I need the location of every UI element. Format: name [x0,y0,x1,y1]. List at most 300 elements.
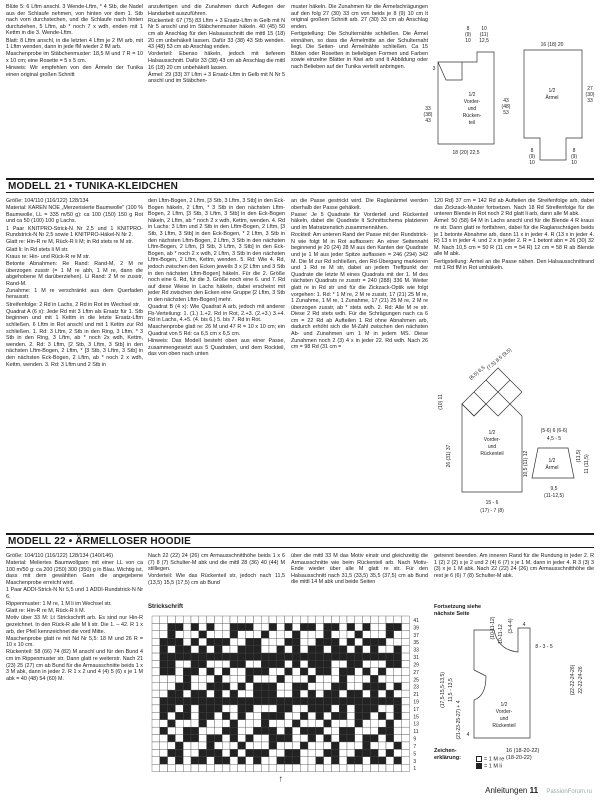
chart-cell [277,720,285,727]
text-paragraph: Glatt re: Hin-R re M, Rück-R li M. [6,608,86,615]
chart-cell [199,764,207,771]
chart-cell [285,675,293,682]
chart-cell [386,698,394,705]
chart-cell [269,668,277,675]
chart-cell [285,749,293,756]
dim-label: 4 [466,732,470,738]
chart-cell [152,764,160,771]
dim-label: (11) [479,32,489,38]
chart-cell [331,727,339,734]
chart-cell [183,720,191,727]
chart-cell [175,749,183,756]
chart-cell [160,660,168,667]
dim-label: (9) [570,154,578,160]
chart-cell [378,727,386,734]
chart-cell [300,712,308,719]
chart-cell [246,698,254,705]
chart-cell [331,646,339,653]
chart-cell [331,720,339,727]
chart-cell [238,690,246,697]
chart-cell [253,646,261,653]
chart-cell [363,646,371,653]
chart-cell [261,742,269,749]
chart-cell [347,631,355,638]
chart-cell [308,742,316,749]
chart-cell [339,712,347,719]
chart-cell [199,616,207,623]
chart-cell [292,616,300,623]
dim-label: (17,5-15,5-13,5) [440,672,446,708]
chart-cell [160,749,168,756]
dim-label: Ärmel [545,465,559,471]
chart-cell [168,646,176,653]
chart-cell [370,757,378,764]
chart-cell [339,757,347,764]
tunic-schematic-diagram [423,22,596,170]
dim-label: (9) [464,32,472,38]
chart-cell [339,623,347,630]
chart-cell [214,623,222,630]
chart-cell [261,749,269,756]
chart-cell [308,764,316,771]
chart-cell [300,653,308,660]
chart-row-label: 9 [413,736,417,743]
chart-cell [230,727,238,734]
chart-cell [308,623,316,630]
chart-cell [183,757,191,764]
chart-cell [269,690,277,697]
chart-cell [199,653,207,660]
chart-cell [378,675,386,682]
chart-cell [168,660,176,667]
chart-cell [370,646,378,653]
chart-cell [324,690,332,697]
hoodie-schematic-diagram [434,616,594,746]
chart-cell [394,727,402,734]
chart-cell [394,742,402,749]
chart-cell [160,623,168,630]
chart-cell [246,720,254,727]
chart-cell [378,757,386,764]
chart-cell [339,683,347,690]
text-paragraph: 120 Rd) 37 cm = 142 Rd ab Aufteilen die Streifenfolge arb, dabei das Zickzack-Muster fortsetzen. Nach 18 Rd Streifenfolge für die unteren Blende in Rot noch 2 Rd glatt li arb, dann alle M abk. [434,198,594,218]
chart-cell [238,698,246,705]
chart-cell [347,638,355,645]
chart-cell [168,764,176,771]
chart-cell [378,742,386,749]
chart-cell [238,646,246,653]
chart-cell [222,749,230,756]
chart-cell [370,638,378,645]
chart-cell [285,705,293,712]
chart-cell [370,727,378,734]
chart-cell [324,653,332,660]
chart-cell [175,638,183,645]
chart-cell [199,646,207,653]
chart-cell [355,720,363,727]
dim-label: (10-11-12) [490,616,496,640]
chart-cell [402,653,410,660]
chart-cell [370,631,378,638]
chart-cell [175,660,183,667]
tunic-dress-schematic-diagram [434,347,594,528]
chart-cell [261,660,269,667]
chart-cell [363,631,371,638]
chart-cell [394,623,402,630]
chart-cell [199,623,207,630]
chart-cell [339,675,347,682]
chart-cell [386,675,394,682]
chart-cell [308,631,316,638]
chart-cell [160,690,168,697]
chart-cell [378,705,386,712]
chart-cell [300,623,308,630]
chart-cell [191,646,199,653]
chart-cell [183,660,191,667]
text-paragraph: anzufertigen und die Zunahmen durch Auflegen der Handarbeit auszuführen. [148,4,285,17]
chart-cell [363,638,371,645]
chart-cell [363,675,371,682]
dim-label: 1/2 [548,88,556,94]
chart-cell [316,623,324,630]
chart-cell [253,757,261,764]
chart-cell [285,712,293,719]
chart-cell [324,623,332,630]
dim-label: 22-22-24-26 [578,666,584,694]
chart-cell [386,764,394,771]
chart-cell [300,616,308,623]
chart-cell [292,742,300,749]
chart-cell [160,683,168,690]
chart-cell [300,638,308,645]
chart-cell [308,690,316,697]
text-paragraph: Quadrat A (6 x): Jede Rd mit 3 Lftm als Ersatz für 1. Stb beginnen und mit 1 Kettm in die letzte Ersatz-Lftm schließen. 6 Lftm in Rot anschl und mit 1 Kettm zur Rd schließen. 1. Rd: 3 Lftm, 2 Stb in den Ring, 3 Lftm, * 3 Stb in den Ring, 3 Lftm, ab * noch 2x wdh, Kettm, wenden. 2. Rd: 3 Lftm, [2 Stb, 3 Lftm, 3 Stb] in den nächsten Lftm-Bogen, 2 Lftm, * [3 Stb, 3 Lftm, 3 Stb] in den nächsten Eck-Bogen, 2 Lftm, ab * noch 2 x wdh, Kettm, wenden. 3. Rd: 3 Lftm und 2 Stb in [6,308,143,368]
chart-cell [214,690,222,697]
text-paragraph: den Lftm-Bogen, 2 Lftm, [3 Stb, 3 Lftm, 3 Stb] in den Eck-Bogen häkeln, 2 Lftm, * 3 Stb in den nächsten Lftm-Bogen, 2 Lftm, [3 Stb, 3 Lftm, 3 Stb] in den Eck-Bogen häkeln, 2 Lftm, ab * noch 2 x wdh, Kettm, wenden. 4. Rd in Lachs: 3 Lftm und 2 Stb in den Lftm-Bogen, 2 Lftm, [3 Stb, 3 Lftm, 3 Stb] in den Eck-Bogen, * 2 Lftm, 3 Stb in den nächsten Lftm-Bogen, 2 Lftm, 3 Stb in den nächsten Lftm-Bogen, 2 Lftm, [3 Stb, 3 Lftm, 3 Stb] in den Eck-Bogen, ab * noch 2 x wdh, 2 Lftm, 3 Stb in den nächsten Lftm-Bogen, 2 Lftm, Kettm, wenden. 5. Rd: Wie 4. Rd, jedoch zwischen den Ecken jeweils 3 x [2 Lftm und 3 Stb in den nächsten Lftm-Bogen] häkeln. Für die 2. Größe noch eine 6. Rd, für die 3. Größe noch eine 6. und 7. Rd auf diese Weise in Lachs häkeln, dabei erscheint mit jeder Rd zwischen den Ecken eine Gruppe [2 Lftm, 3 Stb in den nächsten Lftm-Bogen] mehr. [148,198,285,303]
chart-cell [370,690,378,697]
chart-cell [277,712,285,719]
chart-cell [355,698,363,705]
chart-cell [324,749,332,756]
section-header-model-22 [6,533,594,548]
chart-cell [230,720,238,727]
chart-cell [160,668,168,675]
chart-cell [331,638,339,645]
chart-cell [378,616,386,623]
chart-cell [168,616,176,623]
chart-cell [378,749,386,756]
chart-cell [308,653,316,660]
text-paragraph: Hinweis: Wir empfehlen von den Ärmeln der Tunika einen original großen Schnitt [6,65,143,78]
chart-cell [378,646,386,653]
chart-cell [152,698,160,705]
text-paragraph: muster häkeln. Die Zunahmen für die Ärmelschrägungen auf den folg 27 (30) 33 cm von beids je 8 (9) 10 cm lt original großem Schnitt arb. 27 (30) 33 cm ab Anschlag enden. [291,4,428,30]
chart-cell [160,764,168,771]
chart-cell [277,705,285,712]
text-paragraph: Kraus re: Hin- und Rück-R re M str. [6,253,91,260]
chart-cell [246,668,254,675]
chart-cell [253,742,261,749]
chart-cell [292,757,300,764]
watermark-text: PassionForum.ru [546,789,592,795]
chart-cell [339,616,347,623]
chart-cell [222,698,230,705]
chart-cell [386,749,394,756]
chart-cell [316,616,324,623]
chart-cell [308,683,316,690]
chart-cell [363,705,371,712]
chart-cell [152,705,160,712]
chart-cell [160,646,168,653]
chart-cell [363,653,371,660]
chart-cell [394,749,402,756]
chart-cell [402,616,410,623]
chart-cell [331,668,339,675]
legend-text: = 1 M re [484,756,505,763]
chart-cell [285,631,293,638]
chart-row-label: 21 [413,692,419,699]
chart-cell [316,757,324,764]
chart-cell [370,712,378,719]
chart-cell [331,631,339,638]
chart-cell [355,638,363,645]
chart-cell [246,660,254,667]
chart-cell [230,616,238,623]
chart-cell [222,646,230,653]
chart-cell [152,727,160,734]
chart-cell [191,720,199,727]
chart-cell [331,749,339,756]
chart-cell [394,712,402,719]
chart-cell [175,698,183,705]
section-title: MODELL 21 • TUNIKA-KLEIDCHEN [8,181,179,192]
chart-cell [378,683,386,690]
chart-cell [331,683,339,690]
chart-cell [238,683,246,690]
chart-cell [261,623,269,630]
chart-row-label: 15 [413,714,419,721]
chart-cell [347,660,355,667]
chart-cell [300,720,308,727]
chart-cell [238,616,246,623]
chart-cell [285,757,293,764]
chart-cell [386,705,394,712]
chart-cell [183,742,191,749]
dim-label: (18-20-22) [506,755,532,761]
dim-label: 12,5 [479,38,489,44]
chart-cell [355,757,363,764]
chart-cell [238,735,246,742]
chart-row-label: 31 [413,655,419,662]
chart-cell [402,668,410,675]
chart-cell [207,683,215,690]
chart-cell [152,742,160,749]
chart-cell [222,653,230,660]
section-header-model-21 [6,178,594,193]
chart-cell [300,757,308,764]
chart-cell [191,638,199,645]
chart-cell [152,653,160,660]
text-paragraph: Größe: 104/110 (116/122) 128/134 [6,198,89,204]
chart-cell [386,690,394,697]
dim-label: (7,5) 8,5 (9,5) [485,347,513,372]
chart-cell [207,660,215,667]
chart-row-label: 33 [413,647,419,654]
chart-cell [363,616,371,623]
chart-cell [339,705,347,712]
dim-label: teil [468,120,476,126]
dim-label: 15 - 6 [485,500,499,506]
chart-legend-items [476,756,504,771]
chart-cell [292,712,300,719]
chart-row-label: 35 [413,640,419,647]
chart-cell [316,638,324,645]
chart-cell [308,660,316,667]
chart-cell [152,668,160,675]
chart-cell [168,742,176,749]
chart-cell [152,749,160,756]
schematic-width-label [506,748,539,762]
chart-cell [285,727,293,734]
chart-cell [394,668,402,675]
chart-cell [214,683,222,690]
chart-cell [238,653,246,660]
chart-cell [152,690,160,697]
chart-cell [363,742,371,749]
chart-cell [370,720,378,727]
chart-cell [386,616,394,623]
chart-cell [191,727,199,734]
text-paragraph: Vorderteil: Ebenso häkeln, jedoch mit tieferem Halsausschnitt. Dafür 33 (38) 43 cm ab Anschlag die mittl 16 (18) 20 cm unbehäkelt lassen. [148,51,285,71]
legend-title: Zeichen- [434,748,457,754]
chart-cell [300,646,308,653]
chart-cell [253,638,261,645]
chart-cell [324,705,332,712]
chart-row-label: 5 [413,751,417,758]
chart-cell [168,690,176,697]
chart-cell [207,698,215,705]
chart-cell [168,735,176,742]
chart-cell [269,735,277,742]
chart-cell [183,675,191,682]
chart-cell [394,698,402,705]
chart-row-label: 27 [413,669,419,676]
chart-cell [386,646,394,653]
footer-label: Anleitungen [485,786,528,795]
chart-cell [386,653,394,660]
page-number: 11 [529,786,539,795]
text-paragraph: Glatt re: Hin-R re M, Rück-R li M; in Rd stets re M str. [6,239,133,246]
chart-cell [386,631,394,638]
chart-cell [292,623,300,630]
chart-cell [246,712,254,719]
chart-cell [214,646,222,653]
chart-cell [269,698,277,705]
chart-cell [339,720,347,727]
chart-cell [269,683,277,690]
chart-cell [214,675,222,682]
chart-cell [316,720,324,727]
chart-cell [246,742,254,749]
chart-cell [183,749,191,756]
chart-cell [339,638,347,645]
chart-cell [277,646,285,653]
chart-cell [370,683,378,690]
dim-label: 53 [503,110,509,116]
chart-cell [230,712,238,719]
chart-cell [152,631,160,638]
chart-cell [199,660,207,667]
center-arrow-icon: ↑ [278,773,283,784]
dim-label: 8 [572,148,576,154]
chart-cell [222,712,230,719]
chart-cell [269,720,277,727]
chart-cell [168,727,176,734]
chart-cell [402,764,410,771]
chart-row-label: 11 [413,729,419,736]
chart-cell [152,646,160,653]
chart-cell [378,712,386,719]
chart-cell [246,623,254,630]
chart-cell [253,668,261,675]
chart-cell [207,764,215,771]
chart-cell [378,631,386,638]
text-paragraph: Rückenteil: 58 (66) 74 (82) M anschl und für den Bund 4 cm im Rippenmuster str. Dann glatt re weiterstr. Nach 21 (23) 25 (27) cm ab Bund für die Armausschnitte beids 1 x 3 M abk, dann in jeder 2. R 1 x 2 und 4 (4) 5 (6) x je 1 M abk = 40 (48) 54 (60) M. [6,649,143,682]
chart-cell [191,675,199,682]
dim-label: (38) [423,112,433,118]
dim-label: (11-12,5) [544,493,564,499]
chart-cell [324,683,332,690]
chart-cell [363,623,371,630]
chart-cell [378,653,386,660]
chart-cell [386,720,394,727]
chart-cell [175,705,183,712]
dim-label: 10 [571,160,577,166]
chart-cell [285,735,293,742]
chart-cell [207,735,215,742]
chart-cell [331,690,339,697]
chart-cell [261,757,269,764]
chart-cell [402,675,410,682]
chart-cell [355,683,363,690]
chart-cell [191,742,199,749]
chart-cell [160,616,168,623]
chart-cell [308,638,316,645]
chart-cell [363,764,371,771]
chart-cell [285,646,293,653]
text-paragraph: Rockteil: Am unteren Rand der Passe mit der Rundstrick-N wie folgt M in Rot auffassen: An einer Seitennaht beginnend je 20 (24) 28 M aus den Kanten der Quadrate und je 1 M aus jeder Spitze auffassen = 246 (294) 342 M. Die M zur Rd schließen, den Rd-Übergang markieren und 1 Rd re M str, dabei an jedem Treffpunkt der Quadrate die letzte M eines Quadrats mit der 1. M des nächsten Quadrats re zusstr = 240 (288) 336 M. Weiter glatt re in Rd str und für die Zickzack-Optik wie folgt vorgehen: 1. Rd: * 1 M re, 2 M re zusstr, 17 (21) 25 M re, 1 Zunahme, 1 M re, 1 Zunahme, 17 (21) 25 M re, 2 M re überzogen zusstr, ab * stets wdh. 2. Rd: Alle M re str. Diese 2 Rd stets wdh. Für die Schrägungen nach ca 6 cm = 22 Rd ab Aufteilen 1 Rd ohne Abnahmen arb, dadurch erhöht sich die M-Zahl zwischen den nächsten Ab- und Zunahmen um 1 M in jedem MS. Diese Zunahmen noch 2 (3) 4 x in jeder 22. Rd wdh. Nach 26 cm = 98 Rd (31 cm = [291,232,428,351]
chart-cell [347,712,355,719]
chart-cell [253,660,261,667]
chart-cell [316,735,324,742]
chart-cell [160,712,168,719]
text-paragraph: Maschenprobe glatt re: 26 M und 47 R = 10 x 10 cm; ein Quadrat von 5 Rd: ca 6,5 cm x 6,5 cm. [148,324,285,338]
text-paragraph: Betonte Abnahmen: Re Rand: Rand-M, 2 M re überzogen zusstr (= 1 M re abh, 1 M re, dann die abgehobene M darüberziehen). Li Rand: 2 M re zusstr, Rand-M. [6,260,143,287]
chart-cell [269,631,277,638]
chart-cell [261,616,269,623]
chart-cell [277,616,285,623]
section-title: MODELL 22 • ÄRMELLOSER HOODIE [8,536,192,547]
chart-cell [300,690,308,697]
dim-label: Rückenteil [480,451,504,457]
chart-cell [191,616,199,623]
model21-col-3 [291,198,428,528]
dim-label: 27 [587,86,593,92]
chart-cell [308,735,316,742]
chart-cell [370,742,378,749]
chart-cell [300,660,308,667]
text-paragraph: Nach 22 (22) 24 (26) cm Armausschnitthöhe beids 1 x 6 (7) 8 (7) Schulter-M abk und die mittl 28 (36) 40 (44) M stilllegen. [148,553,285,573]
